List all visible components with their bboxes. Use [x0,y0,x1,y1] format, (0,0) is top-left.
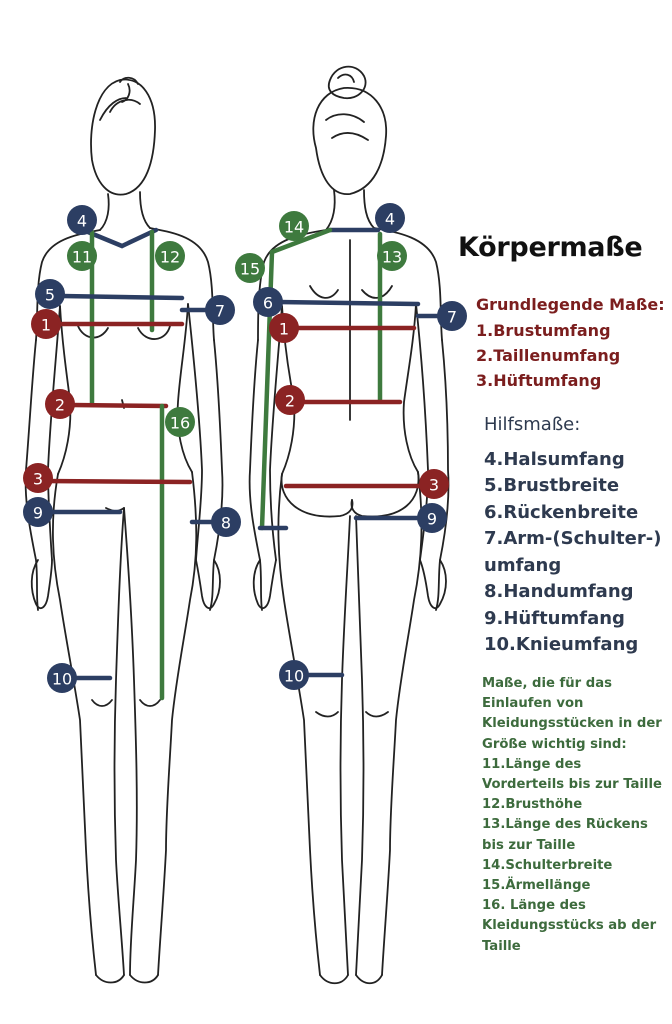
badge-back-10 [279,660,309,690]
svg-text:2: 2 [284,391,296,411]
auxiliary-item: 9.Hüftumfang [484,607,625,629]
badge-front-9 [23,497,53,527]
svg-text:10: 10 [51,669,73,689]
badge-back-7 [437,301,467,331]
diagram-title: Körpermaße [458,232,643,263]
svg-text:4: 4 [76,211,88,231]
badge-front-4 [67,205,97,235]
svg-text:1: 1 [40,315,52,335]
fit-measurements [482,674,668,957]
svg-text:16: 16 [169,413,191,433]
fit-item: 13.Länge des Rückens bis zur Taille [482,817,648,853]
badge-back-1 [269,313,299,343]
fit-item: 11.Länge des Vorderteils bis zur Taille [482,756,662,793]
auxiliary-header: Hilfsmaße: [484,414,581,435]
fit-item: 12.Brusthöhe [482,797,583,813]
svg-text:11: 11 [71,247,93,267]
svg-text:8: 8 [220,513,232,533]
svg-text:1: 1 [278,319,290,339]
back-measurement-lines [260,230,438,675]
svg-text:9: 9 [426,509,438,529]
svg-text:9: 9 [32,503,44,523]
svg-text:7: 7 [214,301,226,321]
svg-text:13: 13 [381,247,403,267]
primary-measurements [476,292,665,393]
badge-front-1 [31,309,61,339]
badge-front-5 [35,279,65,309]
badge-front-11 [67,241,97,271]
primary-item: 1.Brustumfang [476,321,611,340]
badge-back-13 [377,241,407,271]
auxiliary-item: 5.Brustbreite [484,475,620,496]
front-figure-outline [26,78,226,983]
svg-text:12: 12 [159,247,181,267]
svg-text:5: 5 [44,285,56,305]
primary-item: 3.Hüftumfang [476,371,602,390]
auxiliary-item: 4.Halsumfang [484,448,625,470]
svg-text:3: 3 [428,475,440,495]
auxiliary-item: 8.Handumfang [484,581,634,602]
auxiliary-item: 10.Knieumfang [484,634,639,655]
svg-text:10: 10 [283,666,305,686]
svg-text:4: 4 [384,209,396,229]
badge-front-8 [211,507,241,537]
svg-text:14: 14 [283,217,305,237]
fit-item: 14.Schulterbreite [482,857,613,873]
front-line-2 [72,405,166,406]
front-line-3 [44,481,190,482]
front-line-5 [62,296,182,298]
auxiliary-item: 7.Arm-(Schulter-) umfang [484,528,662,576]
back-figure-outline [250,67,449,984]
badge-back-4 [375,203,405,233]
auxiliary-measurements [484,412,661,659]
svg-text:3: 3 [32,469,44,489]
svg-text:6: 6 [262,293,274,313]
fit-header: Maße, die für das Einlaufen von Kleidungsstücken in der Größe wichtig sind: [482,676,662,752]
badge-front-16 [165,407,195,437]
badge-front-12 [155,241,185,271]
badge-back-3 [419,469,449,499]
badge-front-10 [47,663,77,693]
badge-front-7 [205,295,235,325]
badge-back-2 [275,385,305,415]
badge-back-15 [235,253,265,283]
front-line-neck [88,230,156,246]
svg-text:2: 2 [54,395,66,415]
auxiliary-item: 6.Rückenbreite [484,501,639,523]
primary-item: 2.Taillenumfang [476,346,621,365]
badge-front-3 [23,463,53,493]
primary-header: Grundlegende Maße: [476,295,665,314]
badge-back-14 [279,211,309,241]
fit-item: 16. Länge des Kleidungsstücks ab der Taille [482,898,657,954]
fit-item: 15.Ärmellänge [482,878,591,894]
badge-back-9 [417,503,447,533]
svg-text:7: 7 [446,307,458,327]
badge-front-2 [45,389,75,419]
badge-back-6 [253,287,283,317]
svg-text:15: 15 [239,259,261,279]
front-measurement-lines [44,230,216,698]
back-line-6 [278,302,418,304]
